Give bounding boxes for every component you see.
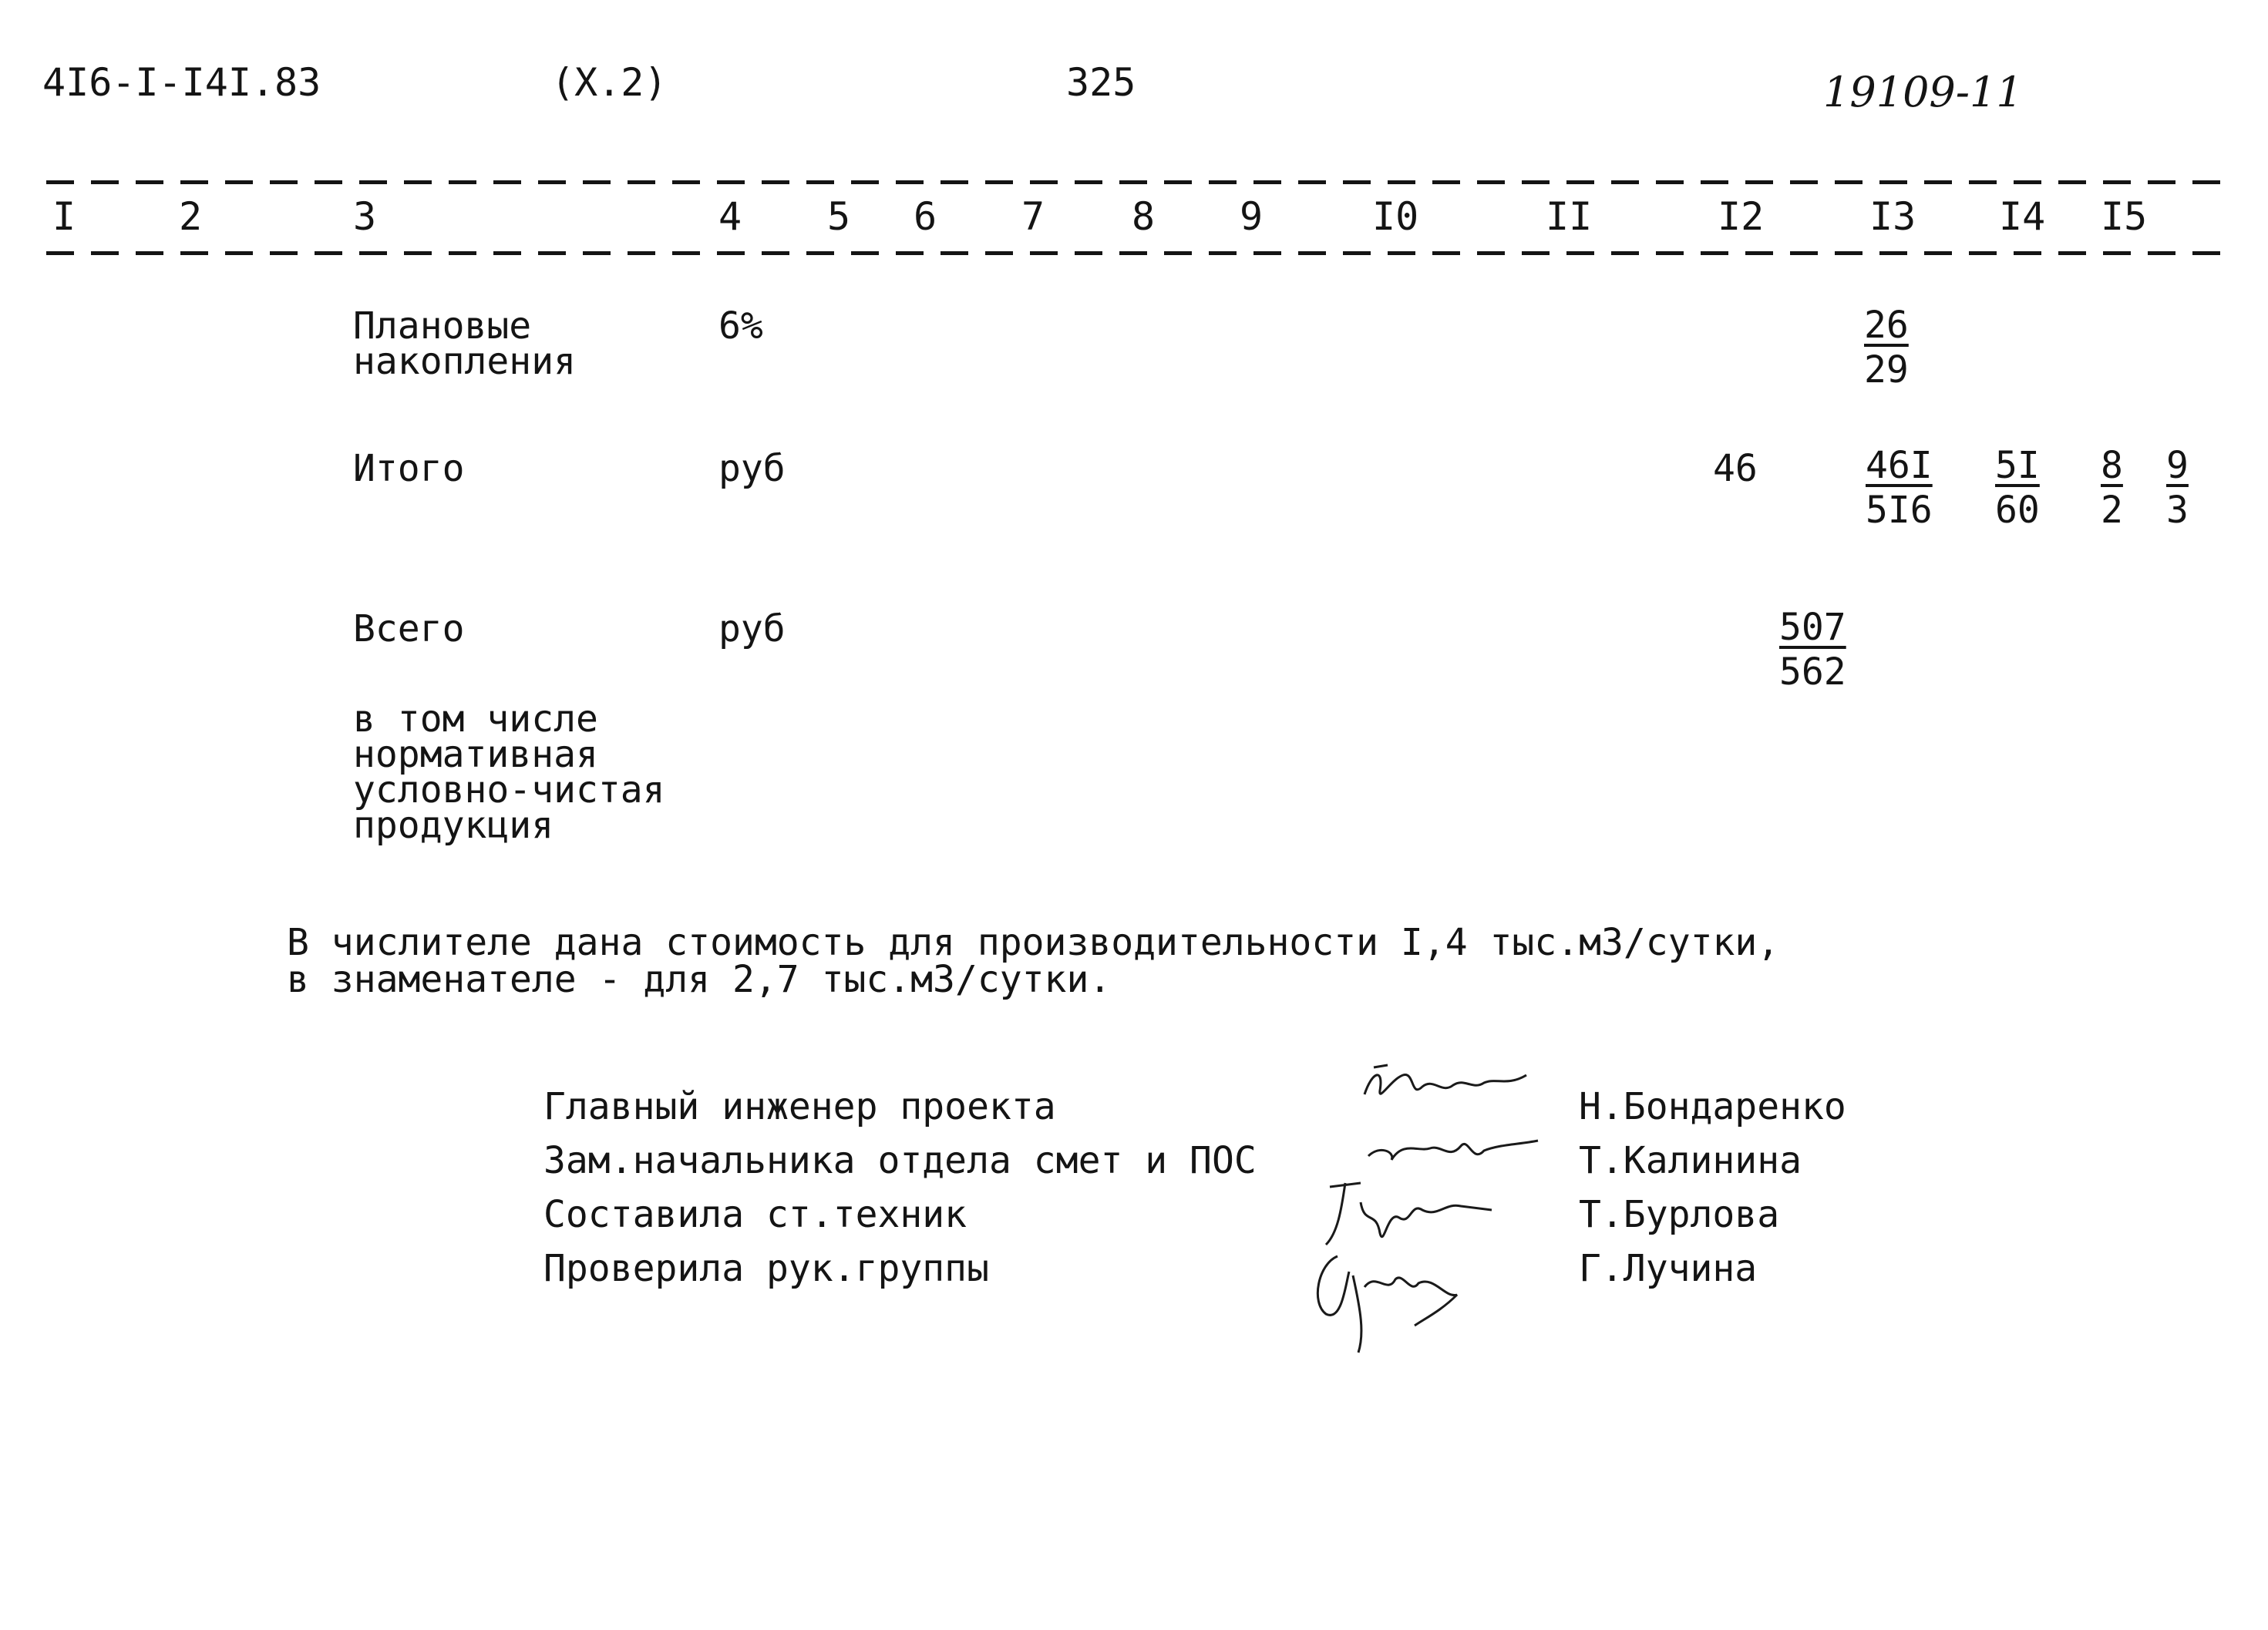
including-label-line1: в том числе xyxy=(353,697,598,741)
signature-scribble-2 xyxy=(1357,1121,1542,1175)
signer-name-2: Т.Калинина xyxy=(1579,1139,1802,1182)
total-label: Итого xyxy=(353,447,465,490)
col-header-10: I0 xyxy=(1372,194,1419,239)
grand-total-numerator: 507 xyxy=(1779,606,1846,649)
col-header-9: 9 xyxy=(1240,194,1264,239)
signature-scribble-1 xyxy=(1357,1056,1534,1117)
handwritten-reference: 19109-11 xyxy=(1823,68,2023,116)
col-header-13: I3 xyxy=(1869,194,1916,239)
grand-total-denominator: 562 xyxy=(1779,650,1846,694)
col-header-5: 5 xyxy=(827,194,851,239)
total-col13-numerator: 46I xyxy=(1866,444,1933,487)
signer-role-4: Проверила рук.группы xyxy=(543,1247,989,1290)
including-label-line2: нормативная xyxy=(353,733,598,776)
total-col15a-numerator: 8 xyxy=(2101,444,2123,487)
including-label-line3: условно-чистая xyxy=(353,768,665,812)
total-col15a-denominator: 2 xyxy=(2101,489,2123,532)
signer-name-4: Г.Лучина xyxy=(1579,1247,1758,1290)
document-code: 4I6-I-I4I.83 xyxy=(42,60,321,105)
including-label-line4: продукция xyxy=(353,804,554,847)
total-col13-fraction xyxy=(1866,444,1933,532)
page-number: 325 xyxy=(1066,60,1136,105)
note-line1: В числителе дана стоимость для производительности I,4 тыс.м3/сутки, xyxy=(287,921,1780,964)
col-header-3: 3 xyxy=(353,194,377,239)
note-line2: в знаменателе - для 2,7 тыс.м3/сутки. xyxy=(287,958,1112,1001)
total-col15a-fraction xyxy=(2101,444,2123,532)
col-header-6: 6 xyxy=(914,194,937,239)
col-header-11: II xyxy=(1546,194,1593,239)
signature-scribble-4 xyxy=(1303,1241,1472,1356)
signer-name-1: Н.Бондаренко xyxy=(1579,1085,1846,1128)
planned-rate: 6% xyxy=(718,304,763,348)
total-col14-numerator: 5I xyxy=(1995,444,2040,487)
col-header-7: 7 xyxy=(1021,194,1045,239)
col-header-14: I4 xyxy=(1999,194,2046,239)
total-col14-fraction xyxy=(1995,444,2040,532)
planned-col13-numerator: 26 xyxy=(1864,304,1909,347)
table-top-rule xyxy=(46,180,2236,184)
planned-label-line1: Плановые xyxy=(353,304,532,348)
col-header-8: 8 xyxy=(1132,194,1156,239)
total-col13-denominator: 5I6 xyxy=(1866,489,1933,532)
total-col15b-fraction xyxy=(2166,444,2189,532)
total-col15b-denominator: 3 xyxy=(2166,489,2189,532)
planned-col13-fraction xyxy=(1864,304,1909,392)
col-header-12: I2 xyxy=(1718,194,1765,239)
section-code: (X.2) xyxy=(551,60,668,105)
planned-col13-denominator: 29 xyxy=(1864,348,1909,392)
grand-total-label: Всего xyxy=(353,607,465,650)
total-unit: руб xyxy=(718,447,786,490)
signer-role-2: Зам.начальника отдела смет и ПОС xyxy=(543,1139,1257,1182)
col-header-1: I xyxy=(52,194,76,239)
planned-label-line2: накопления xyxy=(353,340,576,383)
col-header-2: 2 xyxy=(179,194,203,239)
signer-role-3: Составила ст.техник xyxy=(543,1193,967,1236)
total-col12: 46 xyxy=(1713,447,1758,490)
col-header-15: I5 xyxy=(2101,194,2148,239)
total-col15b-numerator: 9 xyxy=(2166,444,2189,487)
grand-total-unit: руб xyxy=(718,607,786,650)
signer-name-3: Т.Бурлова xyxy=(1579,1193,1780,1236)
total-col14-denominator: 60 xyxy=(1995,489,2040,532)
signer-role-1: Главный инженер проекта xyxy=(543,1085,1056,1128)
col-header-4: 4 xyxy=(718,194,742,239)
table-header-rule xyxy=(46,251,2236,255)
grand-total-fraction xyxy=(1779,606,1846,694)
